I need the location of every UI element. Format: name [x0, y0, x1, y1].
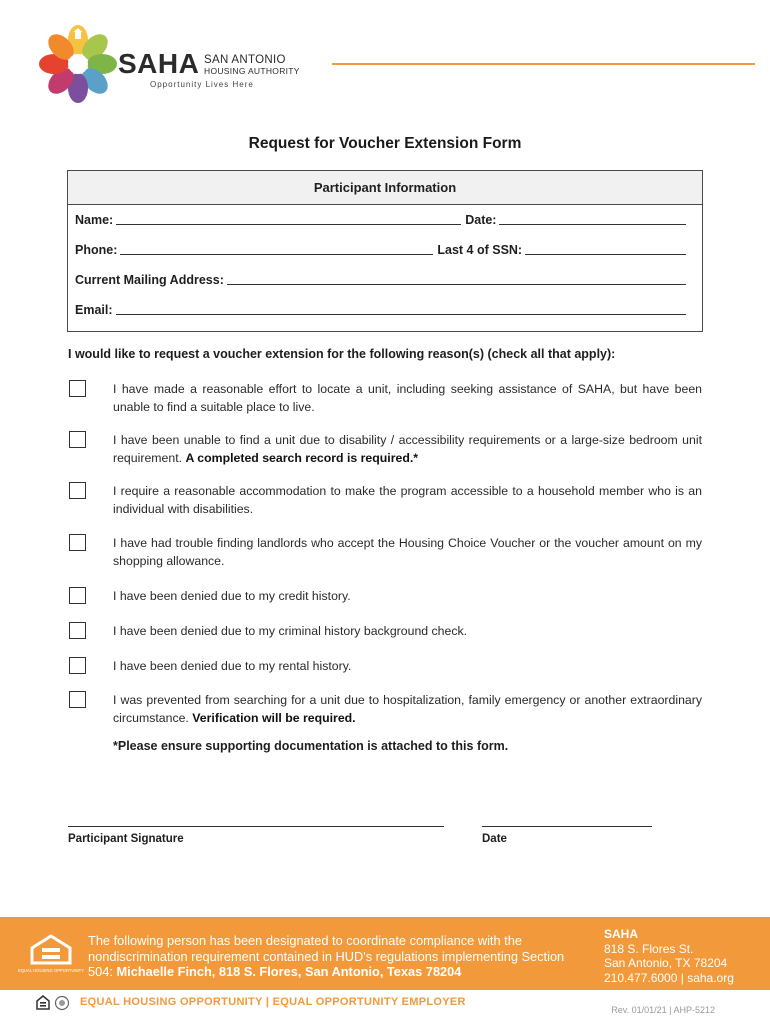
phone-label: Phone:	[75, 243, 118, 257]
phone-field[interactable]	[120, 243, 433, 255]
name-label: Name:	[75, 213, 114, 227]
reason-bold-note: A completed search record is required.*	[185, 451, 419, 465]
address-field[interactable]	[227, 273, 686, 285]
footer-banner	[0, 917, 770, 990]
phone-ssn-row	[75, 241, 686, 257]
signature-date-label: Date	[482, 833, 507, 845]
reason-checkbox[interactable]	[69, 380, 86, 397]
footer-notice: The following person has been designated to coordinate compliance with the nondiscrimination requirement contained in HUD's regulations implementing Section 504: Michaelle Finch, 818 S. Flores, San Antonio, Texas 78204	[88, 933, 565, 979]
signature-field[interactable]	[68, 826, 444, 827]
participant-info-box	[67, 170, 703, 332]
house-icon	[75, 32, 81, 39]
reason-text: I have been denied due to my rental history.	[113, 659, 352, 673]
date-label: Date:	[465, 213, 497, 227]
reason-checkbox[interactable]	[69, 691, 86, 708]
email-row	[75, 301, 686, 317]
brand-line2: HOUSING AUTHORITY	[204, 66, 300, 76]
reason-bold-note: Verification will be required.	[192, 711, 356, 725]
reason-text: I was prevented from searching for a unit due to hospitalization, family emergency or another extraordinary circumstance.	[113, 693, 702, 725]
reason-text: I have been denied due to my credit history.	[113, 589, 351, 603]
reason-checkbox[interactable]	[69, 657, 86, 674]
footer-org: SAHA	[604, 927, 639, 941]
eho-small-icons	[36, 995, 76, 1011]
brand-line1: SAN ANTONIO	[204, 54, 286, 66]
reason-text: I have been unable to find a unit due to disability / accessibility requirements or a large-size bedroom unit requirement.	[113, 433, 702, 465]
documentation-note: *Please ensure supporting documentation is attached to this form.	[113, 739, 509, 753]
footer-city: San Antonio, TX 78204	[604, 956, 728, 970]
reason-text: I have had trouble finding landlords who accept the Housing Choice Voucher or the voucher amount on my shopping allowance.	[113, 536, 702, 568]
address-row	[75, 271, 686, 287]
reasons-intro: I would like to request a voucher extension for the following reason(s) (check all that apply):	[68, 347, 616, 361]
email-field[interactable]	[116, 303, 686, 315]
eho-logo-text: EQUAL HOUSING OPPORTUNITY	[17, 968, 85, 973]
reason-checkbox[interactable]	[69, 534, 86, 551]
brand-name: SAHA	[118, 48, 200, 79]
ssn-field[interactable]	[525, 243, 686, 255]
reason-text: I have been denied due to my criminal history background check.	[113, 624, 468, 638]
participant-info-heading: Participant Information	[68, 171, 702, 205]
footer-phone-web: 210.477.6000 | saha.org	[604, 970, 734, 985]
brand-tagline: Opportunity Lives Here	[150, 80, 254, 89]
reason-text: I have made a reasonable effort to locate a unit, including seeking assistance of SAHA, but have been unable to find a suitable place to live.	[113, 382, 702, 414]
equal-housing-icon	[17, 933, 85, 977]
reason-checkbox[interactable]	[69, 587, 86, 604]
footer-street: 818 S. Flores St.	[604, 941, 694, 956]
reason-checkbox[interactable]	[69, 622, 86, 639]
footer-contact	[604, 927, 734, 985]
saha-logo	[38, 24, 118, 104]
signature-date-field[interactable]	[482, 826, 652, 827]
reason-checkbox[interactable]	[69, 431, 86, 448]
form-title: Request for Voucher Extension Form	[248, 135, 522, 152]
revision-code: Rev. 01/01/21 | AHP-5212	[611, 1005, 715, 1015]
email-label: Email:	[75, 303, 113, 317]
reason-text: I require a reasonable accommodation to make the program accessible to a household member who is an individual with disabilities.	[113, 484, 702, 516]
name-date-row	[75, 211, 686, 227]
name-field[interactable]	[116, 213, 461, 225]
ssn-label: Last 4 of SSN:	[437, 243, 523, 257]
date-field[interactable]	[499, 213, 686, 225]
reason-checkbox[interactable]	[69, 482, 86, 499]
eho-statement: EQUAL HOUSING OPPORTUNITY | EQUAL OPPORTUNITY EMPLOYER	[80, 996, 466, 1008]
footer-notice-contact: Michaelle Finch, 818 S. Flores, San Antonio, Texas 78204	[116, 964, 462, 979]
address-label: Current Mailing Address:	[75, 273, 224, 287]
signature-label: Participant Signature	[68, 833, 184, 845]
header-divider	[332, 63, 755, 65]
